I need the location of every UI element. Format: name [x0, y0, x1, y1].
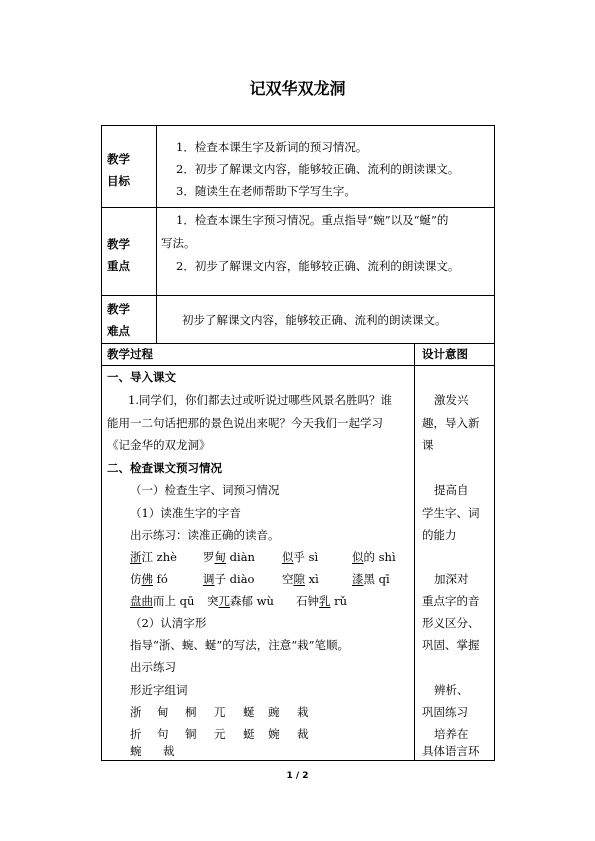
char-cell: 桐 — [185, 705, 197, 719]
body-line: 形近字组词 — [130, 683, 188, 697]
intent-line: 趣，导入新 — [422, 416, 480, 430]
pinyin-target-char: 调 — [203, 572, 215, 586]
pinyin-target-char: 浙 — [130, 550, 142, 564]
page-number: 1 / 2 — [286, 771, 309, 781]
intent-line: 提高自 — [434, 483, 469, 497]
pinyin-entry — [203, 572, 254, 586]
char-cell: 铜 — [185, 727, 197, 741]
pinyin-target-char: 兀 — [218, 594, 230, 608]
pinyin-suffix: 黑 qī — [363, 572, 390, 586]
pinyin-target-char: 盘曲 — [130, 594, 153, 608]
body-line: 1.同学们，你们都去过或听说过哪些风景名胜吗？谁 — [128, 393, 392, 407]
intent-line: 巩固练习 — [422, 705, 468, 719]
char-cell: 蜓 — [243, 727, 255, 741]
objectives-label-2: 目标 — [107, 174, 130, 188]
body-line: 指导“浙、蜿、蜒”的写法，注意“栽”笔顺。 — [130, 638, 350, 652]
char-cell: 元 — [214, 727, 226, 741]
pinyin-suffix: xì — [305, 572, 319, 586]
body-line: 《记金华的双龙洞》 — [107, 438, 211, 452]
body-line: 出示练习 — [130, 660, 176, 674]
pinyin-entry — [282, 550, 318, 564]
body-line: 出示练习：读准正确的读音。 — [130, 528, 280, 542]
char-cell: 兀 — [214, 705, 226, 719]
intent-line: 辨析、 — [434, 683, 469, 697]
intent-line: 课 — [422, 438, 434, 452]
pinyin-entry — [203, 550, 255, 564]
pinyin-suffix: 乎 sì — [293, 550, 319, 564]
char-cell: 蜒 — [243, 705, 255, 719]
pinyin-suffix: 森郁 wù — [230, 594, 274, 608]
label-column-divider — [156, 125, 157, 344]
difficulty-label-1: 教学 — [107, 302, 130, 316]
keypoint-line: 写法。 — [161, 236, 196, 250]
pinyin-prefix: 突 — [207, 594, 219, 608]
section-heading: 一、导入课文 — [107, 370, 176, 384]
intent-line: 具体语言环 — [422, 744, 480, 758]
pinyin-suffix: 子 diào — [214, 572, 255, 586]
row-divider — [101, 295, 495, 296]
pinyin-suffix: fó — [153, 572, 168, 586]
char-cell: 裁 — [297, 727, 309, 741]
table-border-left — [101, 125, 102, 761]
pinyin-prefix: 空 — [282, 572, 294, 586]
pinyin-target-char: 似 — [352, 550, 364, 564]
table-border-right — [494, 125, 495, 761]
pinyin-prefix: 仿 — [130, 572, 142, 586]
intent-line: 加深对 — [434, 572, 469, 586]
pinyin-suffix: 而上 qū — [153, 594, 195, 608]
row-divider — [101, 207, 495, 208]
pinyin-entry — [130, 550, 177, 564]
pinyin-entry — [352, 572, 390, 586]
char-cell: 豌 — [268, 705, 280, 719]
pinyin-prefix: 石钟 — [296, 594, 319, 608]
process-header: 教学过程 — [107, 347, 153, 361]
pinyin-suffix: 江 zhè — [141, 550, 177, 564]
pinyin-suffix: rǔ — [330, 594, 348, 608]
row-divider — [101, 343, 495, 344]
pinyin-target-char: 漆 — [352, 572, 364, 586]
page-title: 记双华双龙洞 — [249, 79, 346, 98]
section-heading: 二、检查课文预习情况 — [107, 461, 222, 475]
table-border-top — [101, 125, 495, 126]
char-cell: 甸 — [157, 705, 169, 719]
intent-line: 培养在 — [434, 727, 469, 741]
intent-line: 的能力 — [422, 528, 457, 542]
char-cell: 婉 — [268, 727, 280, 741]
char-cell: 句 — [157, 727, 169, 741]
intent-line: 巩固、掌握 — [422, 638, 480, 652]
intent-line: 形义区分、 — [422, 616, 480, 630]
pinyin-target-char: 甸 — [214, 550, 226, 564]
char-cell: 折 — [130, 727, 142, 741]
pinyin-prefix: 罗 — [203, 550, 215, 564]
char-cell: 栽 — [297, 705, 309, 719]
body-line: 能用一二句话把那的景色说出来呢？今天我们一起学习 — [107, 416, 383, 430]
objective-item: 1．检查本课生字及新词的预习情况。 — [176, 140, 368, 154]
keypoint-line: 2．初步了解课文内容，能够较正确、流利的朗读课文。 — [176, 259, 460, 273]
keypoints-label-1: 教学 — [107, 237, 130, 251]
row-divider — [101, 365, 495, 366]
char-cell: 浙 — [130, 705, 142, 719]
keypoint-line: 1．检查本课生字预习情况。重点指导“蜿”以及“蜒”的 — [176, 213, 449, 227]
pinyin-entry — [282, 572, 319, 586]
pinyin-entry — [296, 594, 347, 608]
body-line: （1）读准生字的字音 — [130, 506, 241, 520]
intent-line: 学生字、词 — [422, 506, 480, 520]
body-line: （2）认清字形 — [130, 616, 207, 630]
body-line: （一）检查生字、词预习情况 — [130, 483, 280, 497]
intent-header: 设计意图 — [422, 347, 468, 361]
objective-item: 2．初步了解课文内容，能够较正确、流利的朗读课文。 — [176, 162, 460, 176]
pinyin-target-char: 乳 — [319, 594, 331, 608]
table-border-bottom — [101, 760, 495, 761]
intent-column-divider — [414, 343, 415, 761]
difficulty-text: 初步了解课文内容，能够较正确、流利的朗读课文。 — [182, 313, 447, 327]
char-cell: 裁 — [163, 744, 175, 758]
pinyin-target-char: 佛 — [141, 572, 153, 586]
pinyin-entry — [352, 550, 396, 564]
pinyin-entry — [130, 572, 168, 586]
intent-line: 激发兴 — [434, 393, 469, 407]
pinyin-target-char: 隙 — [293, 572, 305, 586]
pinyin-entry — [207, 594, 274, 608]
intent-line: 重点字的音 — [422, 594, 480, 608]
pinyin-suffix: diàn — [226, 550, 255, 564]
keypoints-label-2: 重点 — [107, 259, 130, 273]
pinyin-suffix: 的 shì — [363, 550, 396, 564]
objective-item: 3．随读生在老师帮助下学写生字。 — [176, 184, 356, 198]
difficulty-label-2: 难点 — [107, 324, 130, 338]
pinyin-target-char: 似 — [282, 550, 294, 564]
pinyin-entry — [130, 594, 194, 608]
objectives-label-1: 教学 — [107, 152, 130, 166]
char-cell: 蜿 — [130, 744, 142, 758]
